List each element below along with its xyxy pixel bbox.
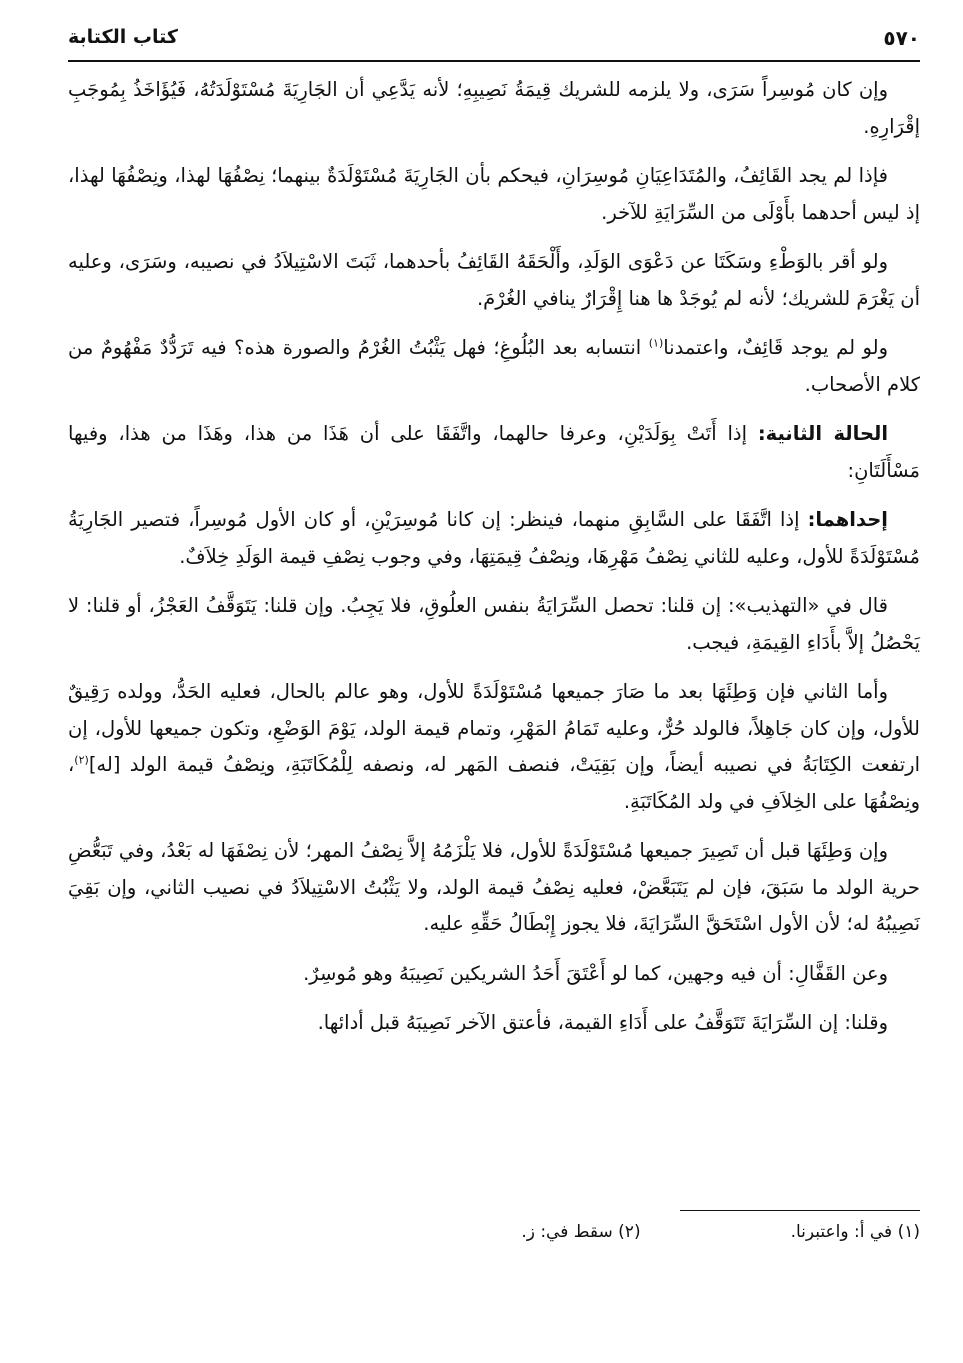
paragraph-6: إحداهما: إذا اتَّفَقَا على السَّابِقِ منهما، فينظر: إن كانا مُوسِرَيْنِ، أو كان الأول مُوسِراً، فتصير الجَارِيَةُ مُسْتَوْلَدَةً للأول، وعليه للثاني نِصْفُ مَهْرِهَا، ونِصْفُ قِيمَتِهَا، وفي وجوب نِصْفِ قيمة الوَلَدِ خِلاَفٌ. [68,508,920,568]
footnote-ref-2: (٢) [74,753,89,767]
paragraph-9: وإن وَطِئَهَا قبل أن تَصِيرَ جميعها مُسْتَوْلَدَةً للأول، فلا يَلْزَمُهُ إلاَّ نِصْفُ المهر؛ لأن نِصْفَهَا له بَعْدُ، وفي تَبَعُّضِ حرية الولد ما سَبَقَ، فإن لم يَتَبَعَّضْ، فعليه نِصْفُ قيمة الولد، ولا يَثْبُتُ الاسْتِيلاَدُ في نصيب الثاني، وإن بَقِيَ نَصِيبُهُ له؛ لأن الأول اسْتَحَقَّ السِّرَايَةَ، فلا يجوز إِبْطَالُ حَقِّهِ عليه. [68,839,920,935]
paragraph-4: ولو لم يوجد قَائِفٌ، واعتمدنا$^{(١)}$ انتسابه بعد البُلُوغِ؛ فهل يَثْبُتُ الغُرْمُ والصورة هذه؟ فيه تَرَدُّدٌ مَفْهُومٌ من كلام الأصحاب. [68,336,920,396]
paragraph-7: قال في «التهذيب»: إن قلنا: تحصل السِّرَايَةُ بنفس العلُوقِ، فلا يَجِبُ. وإن قلنا: يَتَوَقَّفُ العَجْزُ، أو قلنا: لا يَحْصُلُ إلاَّ بأَدَاءِ القِيمَةِ، فيجب. [68,594,920,654]
paragraph-1: وإن كان مُوسِراً سَرَى، ولا يلزمه للشريك قِيمَةُ نَصِيبِهِ؛ لأنه يَدَّعِي أن الجَارِيَةَ مُسْتَوْلَدَتُهُ، فَيُؤَاخَذُ بِمُوجَبِ إقْرَارِهِ. [68,78,920,138]
paragraph-10: وعن القَفَّالِ: أن فيه وجهين، كما لو أَعْتَقَ أَحَدُ الشريكين نَصِيبَهُ وهو مُوسِرٌ. [303,961,888,985]
paragraph-11: وقلنا: إن السِّرَايَةَ تَتَوَقَّفُ على أَدَاءِ القيمة، فأعتق الآخر نَصِيبَهُ قبل أدائها. [317,1011,888,1034]
issue-heading: إحداهما: [807,508,888,531]
paragraph-8: وأما الثاني فإن وَطِئَهَا بعد ما صَارَ جميعها مُسْتَوْلَدَةً للأول، وهو عالم بالحال، فعليه الحَدُّ، وولده رَقِيقٌ للأول، وإن كان جَاهِلاً، فالولد حُرٌّ، وعليه تَمَامُ المَهْرِ، وتمام قيمة الولد، يَوْمَ الوَضْعِ، وتكون جميعها للأول، إن ارتفعت الكِتَابَةُ في نصيبه أيضاً، وإن بَقِيَتْ، فنصف المَهر له، ونصفه لِلْمُكَاتَبَةِ، ونِصْفُ قيمة الولد [له]$^{(٢)}$، ونِصْفُهَا على الخِلاَفِ في ولد المُكَاتَبَةِ. [68,680,920,813]
footnote-ref-1: (١) [648,336,664,350]
paragraph-3: ولو أقر بالوَطْءِ وسَكَتَا عن دَعْوَى الوَلَدِ، وأَلْحَقَهُ القَائِفُ بأحدهما، ثَبَتَ الاسْتِيلاَدُ في نصيبه، وسَرَى، وعليه أن يَغْرَمَ للشريك؛ لأنه لم يُوجَدْ ها هنا إِقْرَارٌ ينافي الغُرْمَ. [68,250,920,310]
page-header [68,22,920,62]
main-text [68,72,920,1042]
document-page [68,22,920,1342]
case-heading: الحالة الثانية: [757,422,889,445]
running-title: كتاب الكتابة [68,26,178,48]
footnote-divider [680,1210,920,1211]
paragraph-5: الحالة الثانية: إذا أَتَتْ بِوَلَدَيْنِ، وعرفا حالهما، واتَّفَقَا على أن هَذَا من هذا، وهَذَا من هذا، وفيها مَسْأَلَتَانِ: [68,422,920,482]
paragraph-2: فإذا لم يجد القَائِفُ، والمُتَدَاعِيَانِ مُوسِرَانِ، فيحكم بأن الجَارِيَةَ مُسْتَوْلَدَةٌ بينهما؛ نِصْفُهَا لهذا، ونِصْفُهَا لهذا، إذ ليس أحدهما بأَوْلَى من السِّرَايَةِ للآخر. [68,164,920,224]
footnotes [68,1222,920,1242]
page-number: ٥٧٠ [883,26,920,50]
footnote-1: (١) في أ: واعتبرنا. [790,1222,920,1242]
footnote-2: (٢) سقط في: ز. [521,1222,641,1242]
